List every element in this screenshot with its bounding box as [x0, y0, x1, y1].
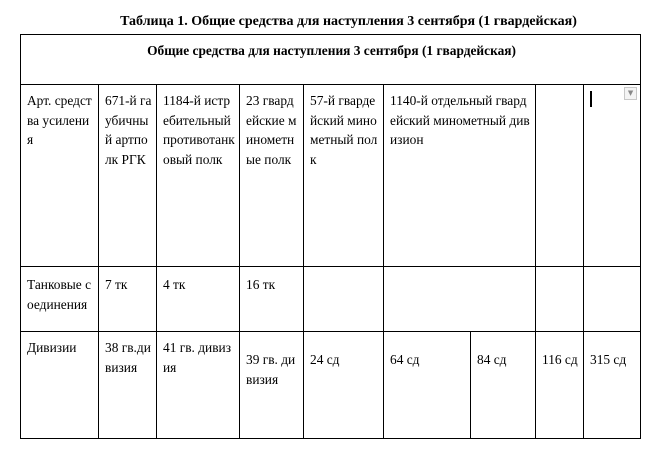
table-cell[interactable] [536, 85, 584, 267]
row-label-tanks[interactable]: Танковые соединения [21, 267, 99, 332]
table-cell[interactable] [384, 267, 536, 332]
table-header-cell[interactable]: Общие средства для наступления 3 сентября (1 гвардейская) [21, 35, 641, 85]
table-row [21, 332, 641, 439]
table-cell[interactable]: 84 сд [471, 332, 536, 439]
table-cell-active[interactable] [584, 85, 641, 267]
table-header-row [21, 35, 641, 85]
table-cell[interactable]: 1184-й истребительный противотанковый полк [157, 85, 240, 267]
table-cell[interactable] [584, 267, 641, 332]
table-cell[interactable]: 23 гвардейские минометные полк [240, 85, 304, 267]
table-cell[interactable] [304, 267, 384, 332]
table-cell[interactable]: 116 сд [536, 332, 584, 439]
table-cell[interactable]: 315 сд [584, 332, 641, 439]
row-label-divisions[interactable]: Дивизии [21, 332, 99, 439]
table-cell[interactable]: 4 тк [157, 267, 240, 332]
table-cell[interactable]: 38 гв.дивизия [99, 332, 157, 439]
table-cell[interactable]: 41 гв. дивизия [157, 332, 240, 439]
table-cell[interactable]: 16 тк [240, 267, 304, 332]
table-cell[interactable]: 7 тк [99, 267, 157, 332]
table-row [21, 85, 641, 267]
table-row [21, 267, 641, 332]
table-cell[interactable] [536, 267, 584, 332]
table-cell[interactable]: 64 сд [384, 332, 471, 439]
table-cell[interactable]: 57-й гвардейский минометный полк [304, 85, 384, 267]
table-cell[interactable]: 24 сд [304, 332, 384, 439]
text-cursor-icon [590, 91, 592, 107]
data-table [20, 34, 641, 439]
table-cell[interactable]: 1140-й отдельный гвардейский минометный дивизион [384, 85, 536, 267]
table-caption: Таблица 1. Общие средства для наступления 3 сентября (1 гвардейская) [120, 14, 577, 29]
table-cell[interactable]: 39 гв. дивизия [240, 332, 304, 439]
chevron-down-icon[interactable]: ▼ [624, 87, 637, 100]
row-label-artillery[interactable]: Арт. средства усиления [21, 85, 99, 267]
table-cell[interactable]: 671-й гаубичный артполк РГК [99, 85, 157, 267]
